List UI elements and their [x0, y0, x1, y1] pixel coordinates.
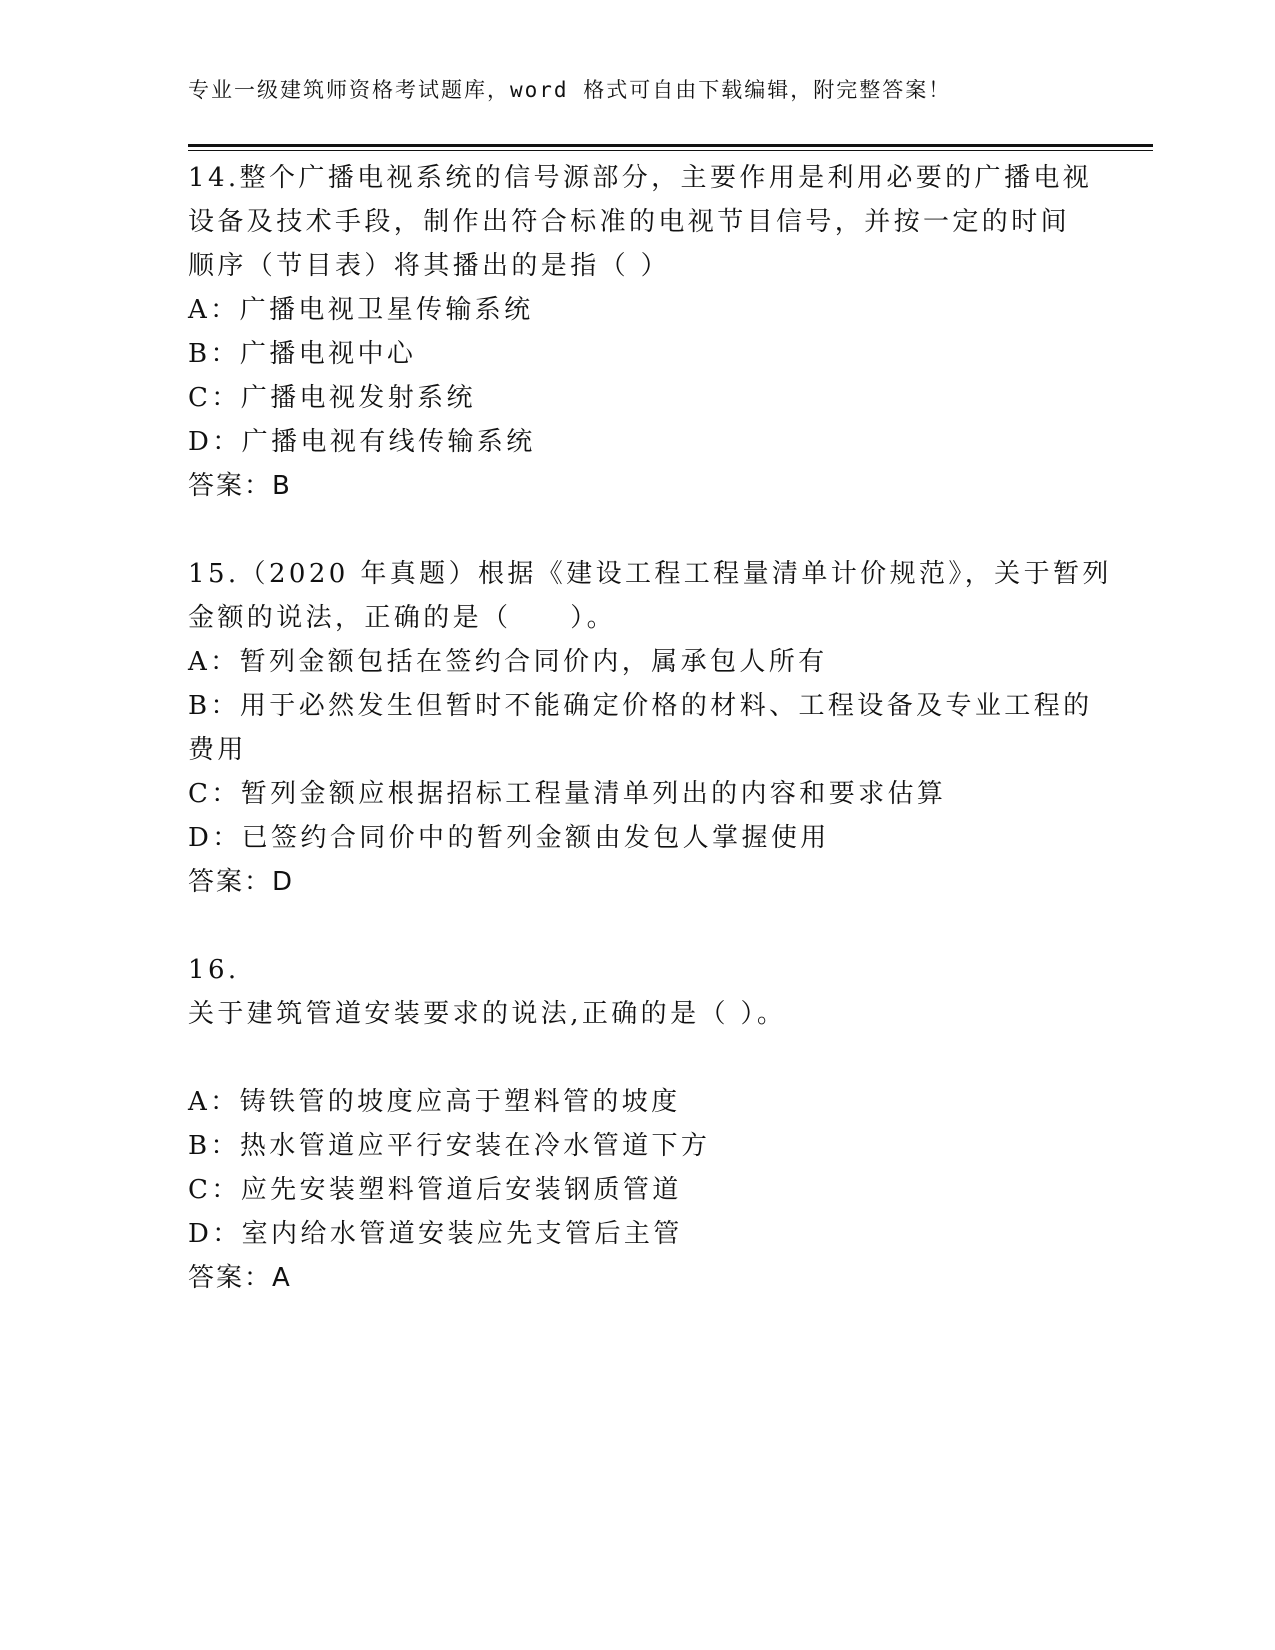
question-stem-line: 顺序（节目表）将其播出的是指（ ）: [188, 251, 671, 281]
option-d: D：广播电视有线传输系统: [188, 427, 536, 457]
answer-label: 答案：B: [188, 471, 292, 501]
answer-label: 答案：D: [188, 867, 295, 897]
option-a: A：暂列金额包括在签约合同价内，属承包人所有: [188, 647, 828, 677]
header-rule-thin: [188, 150, 1153, 151]
option-d: D：室内给水管道安装应先支管后主管: [188, 1219, 683, 1249]
option-a: A：铸铁管的坡度应高于塑料管的坡度: [188, 1087, 681, 1117]
option-b: B：用于必然发生但暂时不能确定价格的材料、工程设备及专业工程的: [188, 691, 1093, 721]
answer-label: 答案：A: [188, 1263, 292, 1293]
option-a: A：广播电视卫星传输系统: [188, 295, 534, 325]
page-header-text: 专业一级建筑师资格考试题库，word 格式可自由下载编辑，附完整答案！: [188, 78, 952, 102]
option-d: D：已签约合同价中的暂列金额由发包人掌握使用: [188, 823, 830, 853]
question-stem-line: 15.（2020 年真题）根据《建设工程工程量清单计价规范》，关于暂列: [188, 559, 1112, 589]
question-stem-line: 14.整个广播电视系统的信号源部分，主要作用是利用必要的广播电视: [188, 163, 1093, 193]
question-stem-line: 设备及技术手段，制作出符合标准的电视节目信号，并按一定的时间: [188, 207, 1071, 237]
question-stem-line: 关于建筑管道安装要求的说法,正确的是（ ）。: [188, 999, 787, 1029]
header-rule-thick: [188, 144, 1153, 147]
option-c: C：应先安装塑料管道后安装钢质管道: [188, 1175, 682, 1205]
option-c: C：暂列金额应根据招标工程量清单列出的内容和要求估算: [188, 779, 947, 809]
option-b-continued: 费用: [188, 735, 247, 765]
option-b: B：广播电视中心: [188, 339, 417, 369]
question-number: 16.: [188, 955, 240, 985]
option-b: B：热水管道应平行安装在冷水管道下方: [188, 1131, 711, 1161]
question-stem-line: 金额的说法，正确的是（ ）。: [188, 603, 617, 633]
option-c: C：广播电视发射系统: [188, 383, 476, 413]
